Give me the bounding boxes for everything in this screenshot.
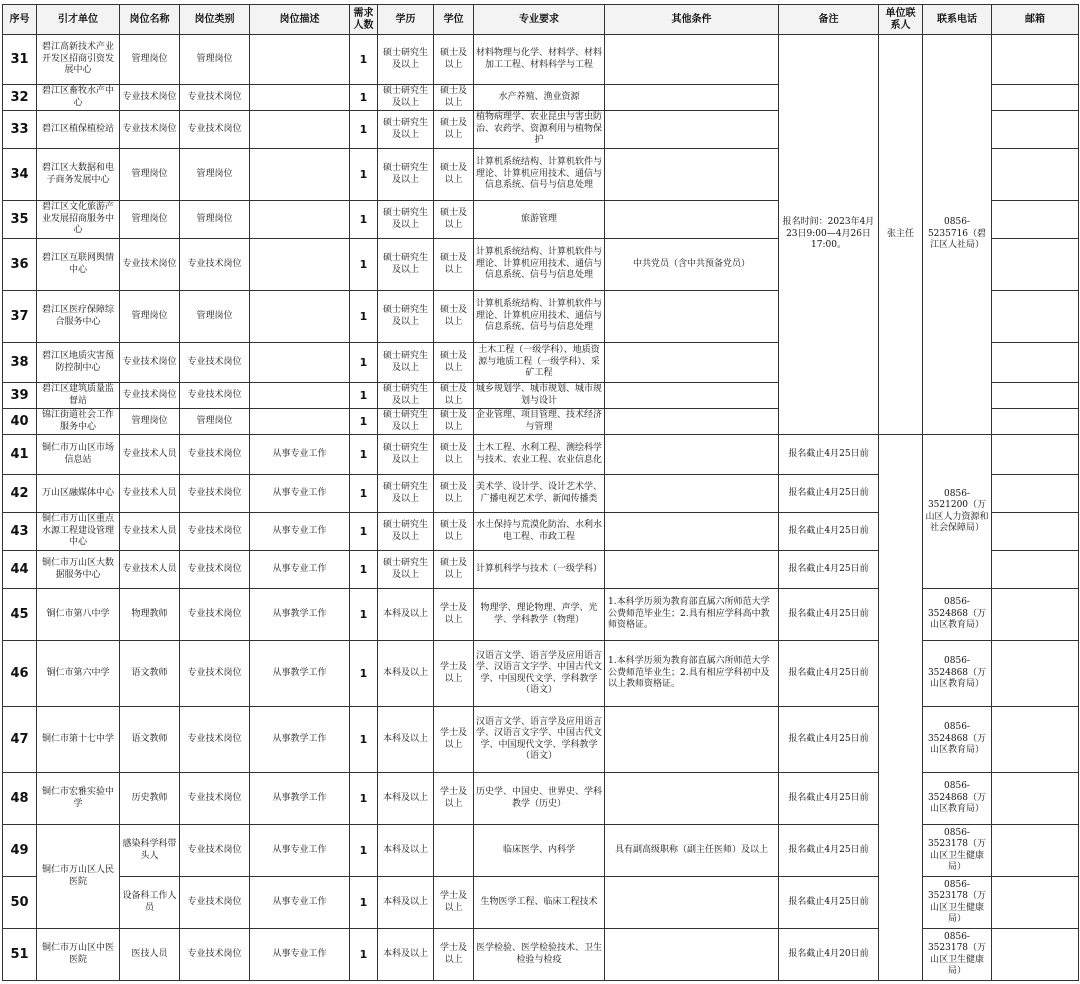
row-no: 34 xyxy=(3,149,37,201)
bijiang-contact: 张主任 xyxy=(879,35,923,435)
header-description: 岗位描述 xyxy=(250,5,350,35)
header-education: 学历 xyxy=(378,5,434,35)
row-post: 专业技术人员 xyxy=(120,513,180,551)
row-other xyxy=(605,111,779,149)
row-phone: 0856-3523178（万山区卫生健康局） xyxy=(923,929,992,981)
row-description xyxy=(250,343,350,383)
row-education: 硕士研究生及以上 xyxy=(378,343,434,383)
row-education: 硕士研究生及以上 xyxy=(378,149,434,201)
row-major: 计算机科学与技术（一级学科） xyxy=(474,551,605,589)
row-email xyxy=(992,383,1079,409)
row-description: 从事专业工作 xyxy=(250,825,350,877)
row-degree: 硕士及以上 xyxy=(434,409,474,435)
header-degree: 学位 xyxy=(434,5,474,35)
row-no: 43 xyxy=(3,513,37,551)
row-education: 硕士研究生及以上 xyxy=(378,475,434,513)
row-post: 专业技术岗位 xyxy=(120,85,180,111)
header-row xyxy=(3,5,1079,35)
row-phone: 0856-3524868（万山区教育局） xyxy=(923,641,992,707)
row-email xyxy=(992,773,1079,825)
row-unit: 铜仁市万山区重点水源工程建设管理中心 xyxy=(37,513,120,551)
row-post: 专业技术岗位 xyxy=(120,343,180,383)
row-unit: 铜仁市第六中学 xyxy=(37,641,120,707)
row-post: 专业技术岗位 xyxy=(120,111,180,149)
row-remark: 报名截止4月25日前 xyxy=(779,475,879,513)
row-email xyxy=(992,825,1079,877)
row-category: 专业技术岗位 xyxy=(180,85,250,111)
row-unit: 碧江区大数据和电子商务发展中心 xyxy=(37,149,120,201)
row-other xyxy=(605,35,779,85)
row-email xyxy=(992,409,1079,435)
row-description: 从事专业工作 xyxy=(250,929,350,981)
row-description: 从事专业工作 xyxy=(250,435,350,475)
row-degree: 硕士及以上 xyxy=(434,149,474,201)
row-unit: 碧江高新技术产业开发区招商引资发展中心 xyxy=(37,35,120,85)
row-category: 专业技术岗位 xyxy=(180,551,250,589)
row-count: 1 xyxy=(350,773,378,825)
header-phone: 联系电话 xyxy=(923,5,992,35)
row-category: 管理岗位 xyxy=(180,149,250,201)
row-degree: 硕士及以上 xyxy=(434,291,474,343)
row-email xyxy=(992,641,1079,707)
row-count: 1 xyxy=(350,409,378,435)
row-remark: 报名截止4月20日前 xyxy=(779,929,879,981)
header-contact: 单位联系人 xyxy=(879,5,923,35)
row-category: 专业技术岗位 xyxy=(180,825,250,877)
row-unit: 铜仁市万山区市场信息站 xyxy=(37,435,120,475)
row-major: 企业管理、项目管理、技术经济与管理 xyxy=(474,409,605,435)
row-education: 本科及以上 xyxy=(378,707,434,773)
row-description xyxy=(250,35,350,85)
row-email xyxy=(992,435,1079,475)
row-category: 管理岗位 xyxy=(180,409,250,435)
row-count: 1 xyxy=(350,201,378,239)
row-count: 1 xyxy=(350,825,378,877)
row-count: 1 xyxy=(350,239,378,291)
row-email xyxy=(992,707,1079,773)
row-email xyxy=(992,877,1079,929)
row-remark: 报名截止4月25日前 xyxy=(779,773,879,825)
row-other xyxy=(605,383,779,409)
header-no: 序号 xyxy=(3,5,37,35)
row-major: 水土保持与荒漠化防治、水利水电工程、市政工程 xyxy=(474,513,605,551)
row-degree: 硕士及以上 xyxy=(434,551,474,589)
row-phone: 0856-3524868（万山区教育局） xyxy=(923,707,992,773)
row-degree: 硕士及以上 xyxy=(434,35,474,85)
row-count: 1 xyxy=(350,929,378,981)
row-degree: 硕士及以上 xyxy=(434,343,474,383)
row-description xyxy=(250,201,350,239)
table-row xyxy=(3,435,1079,475)
row-description: 从事教学工作 xyxy=(250,773,350,825)
row-unit: 碧江区建筑质量监督站 xyxy=(37,383,120,409)
row-email xyxy=(992,149,1079,201)
row-email xyxy=(992,111,1079,149)
row-education: 硕士研究生及以上 xyxy=(378,201,434,239)
row-count: 1 xyxy=(350,435,378,475)
row-major: 城乡规划学、城市规划、城市规划与设计 xyxy=(474,383,605,409)
row-major: 历史学、中国史、世界史、学科教学（历史） xyxy=(474,773,605,825)
row-description: 从事教学工作 xyxy=(250,707,350,773)
row-no: 50 xyxy=(3,877,37,929)
row-unit: 碧江区畜牧水产中心 xyxy=(37,85,120,111)
row-email xyxy=(992,475,1079,513)
row-unit: 碧江区地质灾害预防控制中心 xyxy=(37,343,120,383)
header-major: 专业要求 xyxy=(474,5,605,35)
header-email: 邮箱 xyxy=(992,5,1079,35)
row-other xyxy=(605,773,779,825)
header-remark: 备注 xyxy=(779,5,879,35)
row-major: 临床医学、内科学 xyxy=(474,825,605,877)
row-unit: 万山区融媒体中心 xyxy=(37,475,120,513)
row-remark: 报名截止4月25日前 xyxy=(779,435,879,475)
row-unit: 碧江区文化旅游产业发展招商服务中心 xyxy=(37,201,120,239)
bijiang-phone: 0856-5235716（碧江区人社局） xyxy=(923,35,992,435)
row-no: 37 xyxy=(3,291,37,343)
row-education: 硕士研究生及以上 xyxy=(378,35,434,85)
row-no: 33 xyxy=(3,111,37,149)
row-unit: 铜仁市万山区大数据服务中心 xyxy=(37,551,120,589)
row-major: 生物医学工程、临床工程技术 xyxy=(474,877,605,929)
row-category: 专业技术岗位 xyxy=(180,475,250,513)
row-education: 本科及以上 xyxy=(378,825,434,877)
row-other xyxy=(605,513,779,551)
row-post: 专业技术岗位 xyxy=(120,239,180,291)
row-description xyxy=(250,383,350,409)
row-category: 专业技术岗位 xyxy=(180,877,250,929)
row-education: 硕士研究生及以上 xyxy=(378,551,434,589)
row-major: 材料物理与化学、材料学、材料加工工程、材料科学与工程 xyxy=(474,35,605,85)
row-email xyxy=(992,291,1079,343)
row-degree: 学士及以上 xyxy=(434,707,474,773)
row-degree: 学士及以上 xyxy=(434,641,474,707)
row-email xyxy=(992,85,1079,111)
row-degree: 硕士及以上 xyxy=(434,435,474,475)
row-other xyxy=(605,201,779,239)
row-description: 从事专业工作 xyxy=(250,551,350,589)
row-education: 本科及以上 xyxy=(378,773,434,825)
row-degree xyxy=(434,825,474,877)
row-other: 中共党员（含中共预备党员） xyxy=(605,239,779,291)
row-post: 设备科工作人员 xyxy=(120,877,180,929)
row-degree: 硕士及以上 xyxy=(434,201,474,239)
row-phone: 0856-3523178（万山区卫生健康局） xyxy=(923,825,992,877)
row-other xyxy=(605,291,779,343)
row-count: 1 xyxy=(350,111,378,149)
row-post: 专业技术人员 xyxy=(120,475,180,513)
row-phone: 0856-3524868（万山区教育局） xyxy=(923,773,992,825)
row-degree: 硕士及以上 xyxy=(434,239,474,291)
row-description: 从事教学工作 xyxy=(250,641,350,707)
row-degree: 硕士及以上 xyxy=(434,475,474,513)
row-other xyxy=(605,343,779,383)
row-degree: 学士及以上 xyxy=(434,929,474,981)
row-education: 硕士研究生及以上 xyxy=(378,383,434,409)
row-count: 1 xyxy=(350,35,378,85)
row-other xyxy=(605,707,779,773)
row-education: 硕士研究生及以上 xyxy=(378,435,434,475)
row-description: 从事专业工作 xyxy=(250,475,350,513)
row-no: 51 xyxy=(3,929,37,981)
row-education: 硕士研究生及以上 xyxy=(378,409,434,435)
row-count: 1 xyxy=(350,877,378,929)
wanshan-contact xyxy=(879,435,923,981)
row-major: 物理学、理论物理、声学、光学、学科教学（物理） xyxy=(474,589,605,641)
row-post: 历史教师 xyxy=(120,773,180,825)
row-post: 管理岗位 xyxy=(120,35,180,85)
row-category: 管理岗位 xyxy=(180,201,250,239)
row-other: 1.本科学历须为教育部直属六所师范大学公费师范毕业生；2.具有相应学科初中及以上教师资格证。 xyxy=(605,641,779,707)
row-major: 美术学、设计学、设计艺术学、广播电视艺术学、新闻传播类 xyxy=(474,475,605,513)
row-no: 42 xyxy=(3,475,37,513)
row-no: 44 xyxy=(3,551,37,589)
row-post: 专业技术人员 xyxy=(120,551,180,589)
row-other xyxy=(605,85,779,111)
row-unit: 铜仁市万山区人民医院 xyxy=(37,825,120,929)
row-category: 专业技术岗位 xyxy=(180,929,250,981)
row-email xyxy=(992,201,1079,239)
row-count: 1 xyxy=(350,343,378,383)
row-description xyxy=(250,409,350,435)
row-post: 管理岗位 xyxy=(120,291,180,343)
row-major: 旅游管理 xyxy=(474,201,605,239)
row-count: 1 xyxy=(350,551,378,589)
row-education: 硕士研究生及以上 xyxy=(378,239,434,291)
row-post: 管理岗位 xyxy=(120,149,180,201)
row-unit: 铜仁市第十七中学 xyxy=(37,707,120,773)
row-category: 管理岗位 xyxy=(180,291,250,343)
wanshan-phone: 0856-3521200（万山区人力资源和社会保障局） xyxy=(923,435,992,589)
row-count: 1 xyxy=(350,513,378,551)
header-post: 岗位名称 xyxy=(120,5,180,35)
row-email xyxy=(992,343,1079,383)
row-degree: 硕士及以上 xyxy=(434,383,474,409)
table-row xyxy=(3,35,1079,85)
row-description xyxy=(250,239,350,291)
row-post: 管理岗位 xyxy=(120,201,180,239)
row-post: 语文教师 xyxy=(120,707,180,773)
row-degree: 硕士及以上 xyxy=(434,111,474,149)
row-no: 48 xyxy=(3,773,37,825)
row-degree: 硕士及以上 xyxy=(434,513,474,551)
row-education: 本科及以上 xyxy=(378,641,434,707)
row-remark: 报名截止4月25日前 xyxy=(779,877,879,929)
row-count: 1 xyxy=(350,589,378,641)
row-no: 41 xyxy=(3,435,37,475)
row-other xyxy=(605,435,779,475)
row-other xyxy=(605,929,779,981)
row-no: 45 xyxy=(3,589,37,641)
row-major: 植物病理学、农业昆虫与害虫防治、农药学、资源利用与植物保护 xyxy=(474,111,605,149)
row-description xyxy=(250,111,350,149)
row-no: 36 xyxy=(3,239,37,291)
row-remark: 报名截止4月25日前 xyxy=(779,551,879,589)
row-email xyxy=(992,929,1079,981)
row-major: 汉语言文学、语言学及应用语言学、汉语言文字学、中国古代文学、中国现代文学、学科教学（语文） xyxy=(474,641,605,707)
row-post: 语文教师 xyxy=(120,641,180,707)
row-unit: 铜仁市万山区中医医院 xyxy=(37,929,120,981)
row-phone: 0856-3523178（万山区卫生健康局） xyxy=(923,877,992,929)
row-category: 管理岗位 xyxy=(180,35,250,85)
row-education: 本科及以上 xyxy=(378,877,434,929)
row-unit: 铜仁市第八中学 xyxy=(37,589,120,641)
row-category: 专业技术岗位 xyxy=(180,383,250,409)
row-other xyxy=(605,877,779,929)
row-unit: 碧江区植保植检站 xyxy=(37,111,120,149)
header-unit: 引才单位 xyxy=(37,5,120,35)
job-table-sheet xyxy=(2,4,1078,981)
row-email xyxy=(992,513,1079,551)
row-category: 专业技术岗位 xyxy=(180,707,250,773)
row-education: 硕士研究生及以上 xyxy=(378,291,434,343)
row-email xyxy=(992,239,1079,291)
row-count: 1 xyxy=(350,707,378,773)
row-count: 1 xyxy=(350,149,378,201)
row-category: 专业技术岗位 xyxy=(180,513,250,551)
row-count: 1 xyxy=(350,291,378,343)
row-email xyxy=(992,551,1079,589)
row-unit: 碧江区医疗保障综合服务中心 xyxy=(37,291,120,343)
row-other xyxy=(605,409,779,435)
row-category: 专业技术岗位 xyxy=(180,589,250,641)
row-major: 土木工程（一级学科）、地质资源与地质工程（一级学科）、采矿工程 xyxy=(474,343,605,383)
row-description xyxy=(250,85,350,111)
row-other: 1.本科学历须为教育部直属六所师范大学公费师范毕业生；2.具有相应学科高中教师资格证。 xyxy=(605,589,779,641)
row-education: 本科及以上 xyxy=(378,929,434,981)
row-remark: 报名截止4月25日前 xyxy=(779,707,879,773)
row-post: 医技人员 xyxy=(120,929,180,981)
row-email xyxy=(992,35,1079,85)
row-description xyxy=(250,291,350,343)
row-email xyxy=(992,589,1079,641)
row-unit: 锦江街道社会工作服务中心 xyxy=(37,409,120,435)
row-no: 40 xyxy=(3,409,37,435)
row-no: 46 xyxy=(3,641,37,707)
row-no: 39 xyxy=(3,383,37,409)
row-remark: 报名截止4月25日前 xyxy=(779,589,879,641)
row-major: 计算机系统结构、计算机软件与理论、计算机应用技术、通信与信息系统、信号与信息处理 xyxy=(474,239,605,291)
row-other xyxy=(605,551,779,589)
row-degree: 硕士及以上 xyxy=(434,85,474,111)
row-description: 从事教学工作 xyxy=(250,589,350,641)
row-major: 医学检验、医学检验技术、卫生检验与检疫 xyxy=(474,929,605,981)
row-degree: 学士及以上 xyxy=(434,877,474,929)
row-major: 计算机系统结构、计算机软件与理论、计算机应用技术、通信与信息系统、信号与信息处理 xyxy=(474,291,605,343)
header-category: 岗位类别 xyxy=(180,5,250,35)
row-category: 专业技术岗位 xyxy=(180,641,250,707)
row-no: 32 xyxy=(3,85,37,111)
row-no: 49 xyxy=(3,825,37,877)
row-count: 1 xyxy=(350,85,378,111)
row-description xyxy=(250,149,350,201)
row-phone: 0856-3524868（万山区教育局） xyxy=(923,589,992,641)
row-post: 管理岗位 xyxy=(120,409,180,435)
row-post: 专业技术岗位 xyxy=(120,383,180,409)
row-no: 35 xyxy=(3,201,37,239)
row-remark: 报名截止4月25日前 xyxy=(779,641,879,707)
row-degree: 学士及以上 xyxy=(434,589,474,641)
header-other: 其他条件 xyxy=(605,5,779,35)
row-category: 专业技术岗位 xyxy=(180,111,250,149)
row-major: 土木工程、水利工程、测绘科学与技术、农业工程、农业信息化 xyxy=(474,435,605,475)
row-count: 1 xyxy=(350,641,378,707)
row-description: 从事专业工作 xyxy=(250,513,350,551)
row-category: 专业技术岗位 xyxy=(180,435,250,475)
row-category: 专业技术岗位 xyxy=(180,773,250,825)
row-education: 硕士研究生及以上 xyxy=(378,111,434,149)
row-description: 从事专业工作 xyxy=(250,877,350,929)
row-no: 38 xyxy=(3,343,37,383)
row-other xyxy=(605,475,779,513)
row-degree: 学士及以上 xyxy=(434,773,474,825)
row-education: 硕士研究生及以上 xyxy=(378,513,434,551)
row-category: 专业技术岗位 xyxy=(180,343,250,383)
job-table xyxy=(2,4,1079,981)
row-no: 31 xyxy=(3,35,37,85)
row-post: 感染科学科带头人 xyxy=(120,825,180,877)
row-education: 本科及以上 xyxy=(378,589,434,641)
row-education: 硕士研究生及以上 xyxy=(378,85,434,111)
row-major: 水产养殖、渔业资源 xyxy=(474,85,605,111)
row-post: 物理教师 xyxy=(120,589,180,641)
row-remark: 报名截止4月25日前 xyxy=(779,513,879,551)
row-count: 1 xyxy=(350,383,378,409)
row-remark: 报名截止4月25日前 xyxy=(779,825,879,877)
row-post: 专业技术人员 xyxy=(120,435,180,475)
header-count: 需求人数 xyxy=(350,5,378,35)
row-unit: 碧江区互联网舆情中心 xyxy=(37,239,120,291)
row-major: 计算机系统结构、计算机软件与理论、计算机应用技术、通信与信息系统、信号与信息处理 xyxy=(474,149,605,201)
bijiang-remark: 报名时间：2023年4月23日9:00—4月26日17:00。 xyxy=(779,35,879,435)
row-count: 1 xyxy=(350,475,378,513)
row-other xyxy=(605,149,779,201)
row-major: 汉语言文学、语言学及应用语言学、汉语言文字学、中国古代文学、中国现代文学、学科教学（语文） xyxy=(474,707,605,773)
row-unit: 铜仁市宏雅实验中学 xyxy=(37,773,120,825)
row-other: 具有副高级职称（副主任医师）及以上 xyxy=(605,825,779,877)
row-category: 专业技术岗位 xyxy=(180,239,250,291)
row-no: 47 xyxy=(3,707,37,773)
